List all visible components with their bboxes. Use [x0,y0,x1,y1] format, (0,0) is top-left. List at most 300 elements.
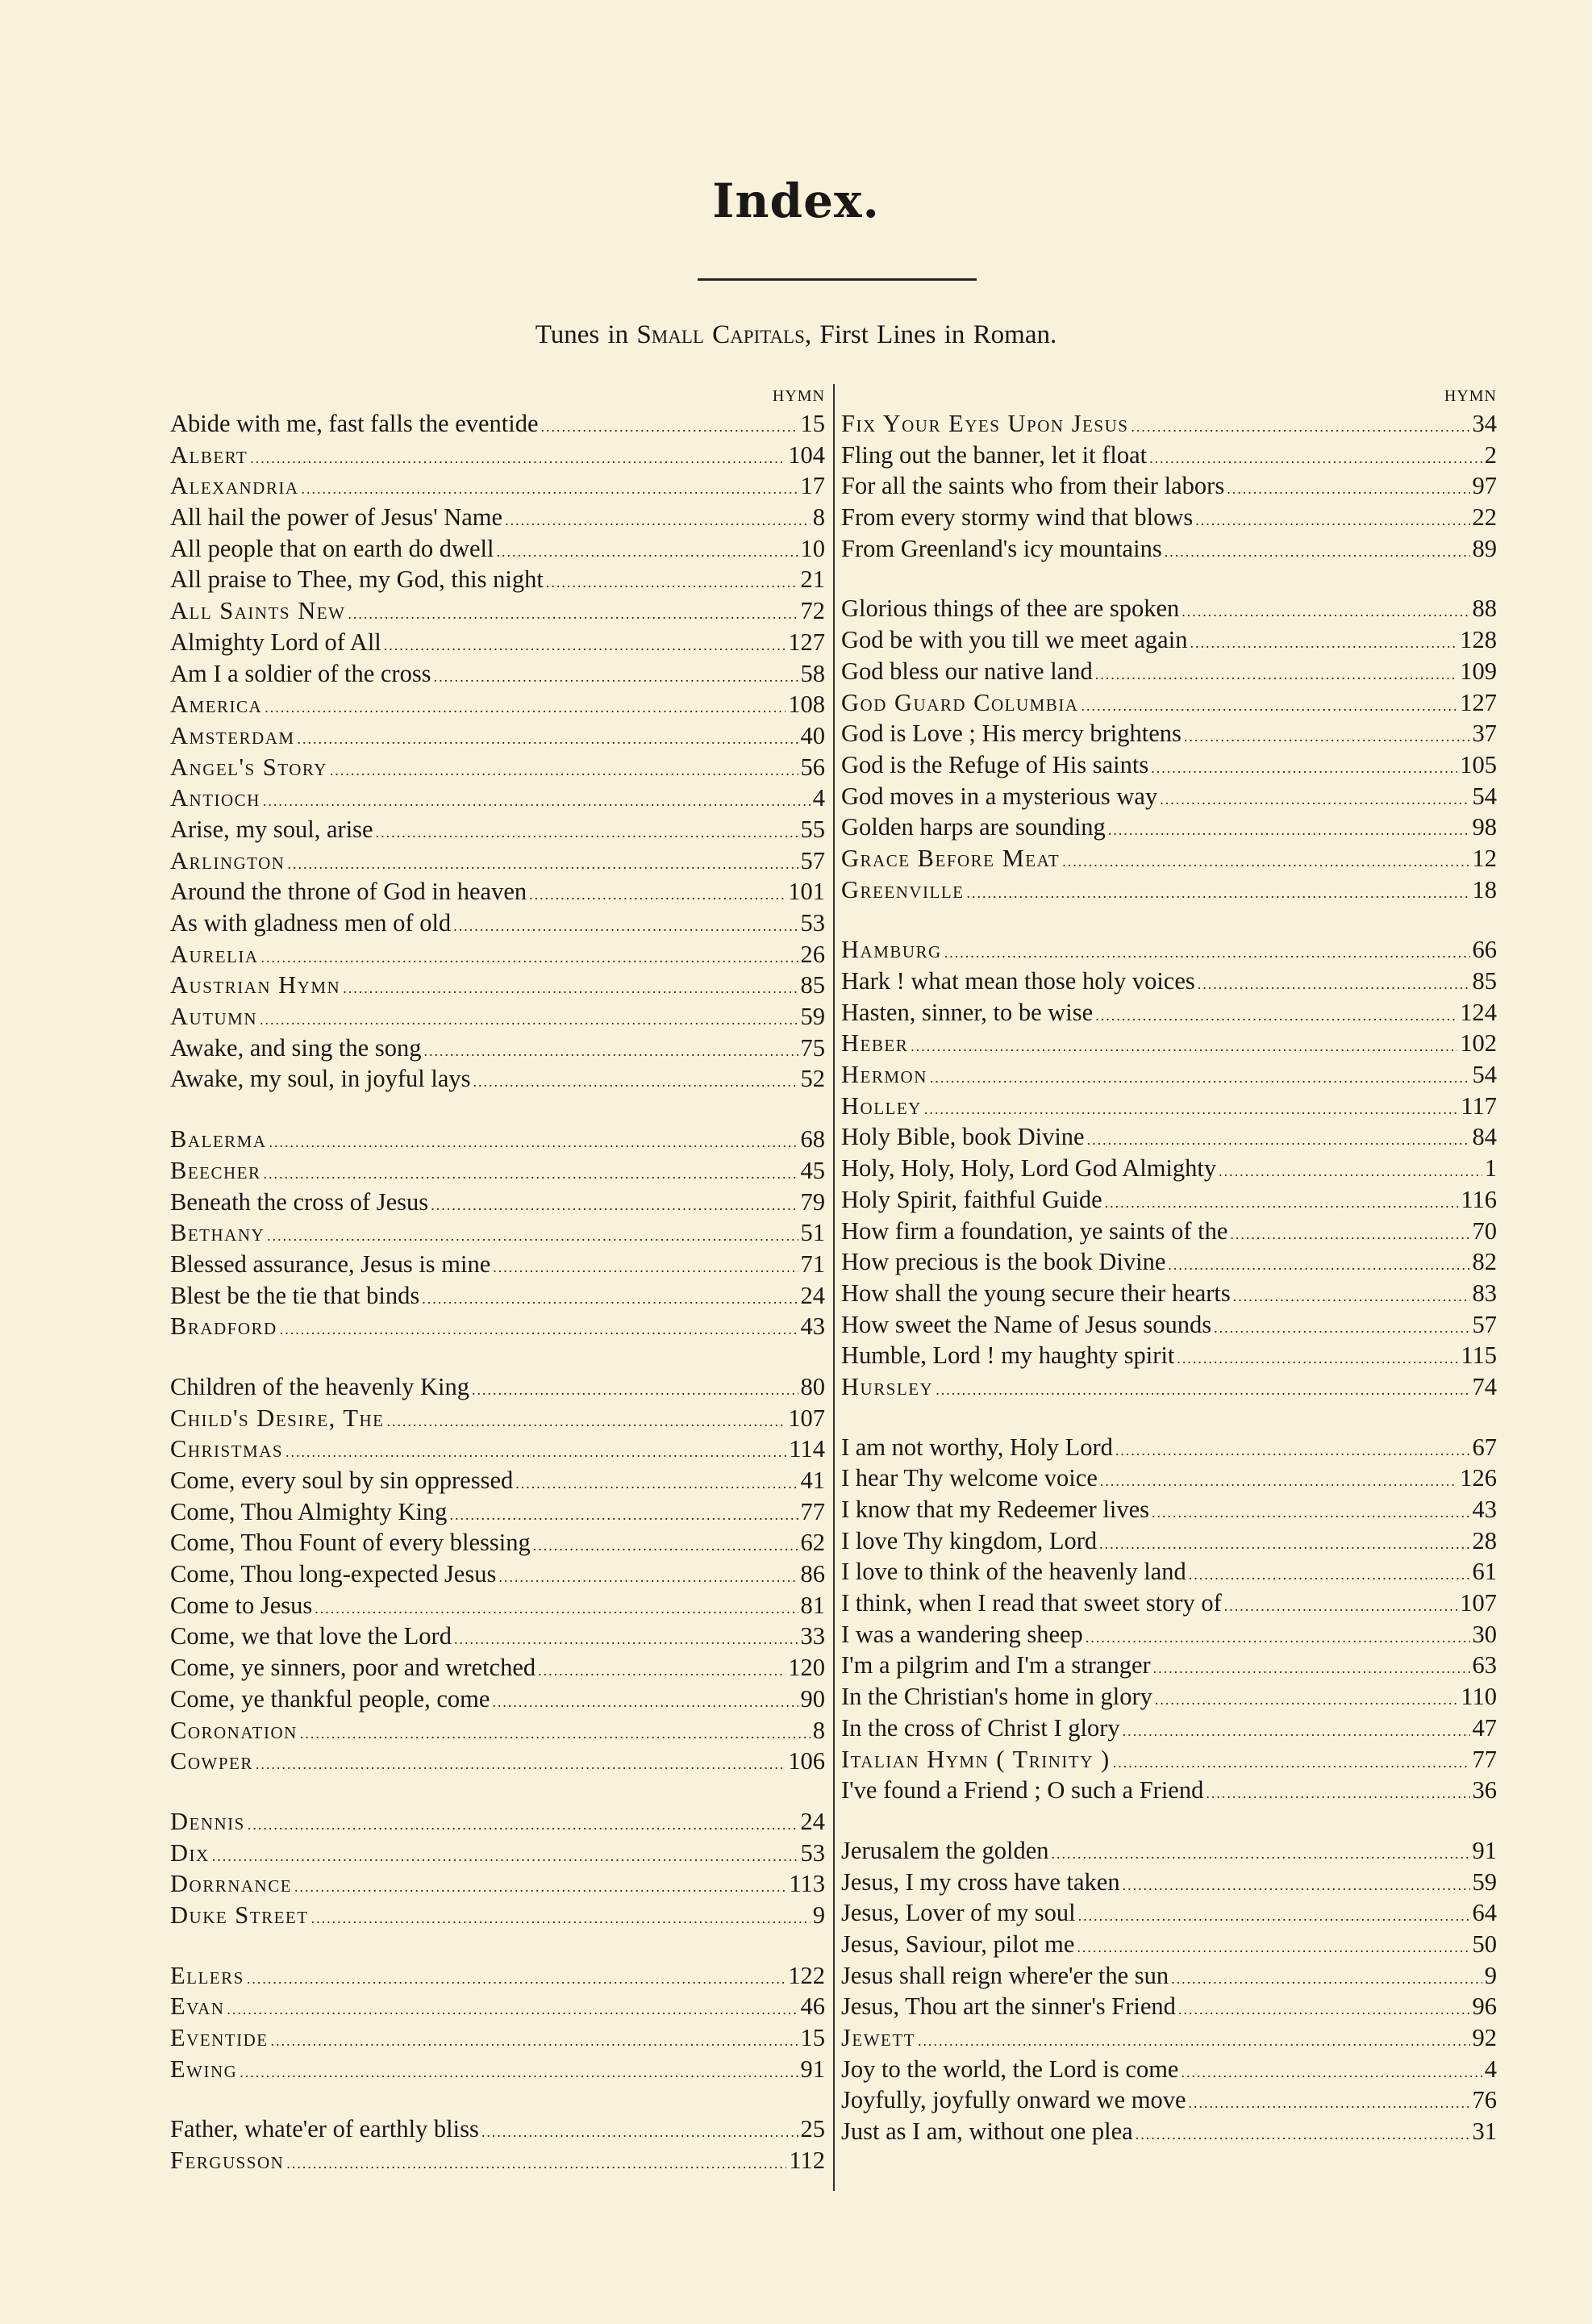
hymn-number: 8 [812,503,825,532]
entry-title: Child's Desire, The [170,1404,385,1432]
index-entry-first-line [170,907,825,939]
hymn-number: 74 [1472,1372,1497,1400]
entry-title: Arise, my soul, arise [170,815,373,843]
hymn-number: 36 [1472,1776,1497,1805]
index-entry-tune [170,1155,825,1187]
hymn-number: 107 [1460,1589,1497,1617]
hymn-number: 98 [1472,813,1497,841]
entry-title: I'm a pilgrim and I'm a stranger [841,1651,1151,1679]
dot-leader [1181,2054,1482,2088]
dot-leader [302,470,798,505]
hymn-number: 62 [800,1529,825,1557]
hymn-number: 47 [1472,1713,1497,1742]
hymn-number: 102 [1460,1029,1497,1058]
index-entry-first-line [170,1033,825,1064]
entry-title: Italian Hymn ( Trinity ) [841,1745,1111,1773]
entry-title: God bless our native land [841,657,1093,685]
entry-title: How precious is the book Divine [841,1248,1166,1276]
entry-title: All people that on earth do dwell [170,534,494,562]
hymn-number: 126 [1460,1464,1497,1492]
index-subtitle [0,320,1592,350]
hymn-number: 71 [800,1250,825,1278]
entry-title: Antioch [170,784,260,812]
hymn-number: 107 [788,1404,825,1432]
dot-leader [1062,843,1469,878]
dot-leader [271,2022,798,2057]
index-entry-first-line [841,1153,1497,1184]
hymn-number: 9 [1484,1961,1497,1989]
index-entry-first-line [170,502,825,533]
hymn-number: 28 [1472,1526,1497,1554]
index-entry-first-line [841,2084,1497,2116]
hymn-number: 110 [1461,1683,1497,1711]
index-entry-first-line [841,470,1497,502]
entry-title: I am not worthy, Holy Lord [841,1433,1113,1461]
entry-title: In the cross of Christ I glory [841,1713,1120,1742]
entry-title: Angel's Story [170,753,327,781]
index-entry-first-line [170,408,825,440]
dot-leader [1160,781,1469,816]
entry-title: Blest be the tie that binds [170,1281,420,1309]
entry-title: For all the saints who from their labors [841,472,1225,500]
entry-title: Bradford [170,1312,277,1341]
entry-title: I think, when I read that sweet story of [841,1589,1222,1617]
entry-title: All Saints New [170,597,346,625]
hymn-number: 58 [800,659,825,687]
dot-leader [269,1124,798,1158]
index-entry-first-line [841,1462,1497,1494]
dot-leader [1181,593,1469,628]
dot-leader [492,1684,798,1718]
dot-leader [1190,624,1457,659]
dot-leader [1206,1775,1469,1809]
hymn-number: 45 [800,1156,825,1184]
hymn-number: 17 [800,472,825,500]
index-entry-tune [841,687,1497,719]
hymn-number: 68 [800,1125,825,1154]
index-entry-first-line [841,1184,1497,1216]
dot-leader [496,533,798,568]
entry-title: I know that my Redeemer lives [841,1496,1149,1523]
index-entry-tune [170,595,825,627]
dot-leader [454,1621,798,1655]
dot-leader [538,1652,786,1687]
index-entry-tune [170,1868,825,1900]
dot-leader [1113,1744,1470,1779]
dot-leader [386,1403,786,1437]
subtitle-small-caps: Small Capitals [636,320,805,349]
entry-title: How firm a foundation, ye saints of the [841,1216,1228,1245]
hymn-number: 75 [800,1033,825,1062]
dot-leader [1131,408,1469,443]
index-entry-first-line [841,1775,1497,1806]
dot-leader [256,1746,786,1780]
dot-leader [505,502,811,536]
subtitle-part-1: Tunes in [535,320,637,349]
index-entry-first-line [170,1527,825,1558]
entry-title: I love to think of the heavenly land [841,1558,1186,1586]
dot-leader [472,1371,798,1406]
index-entry-first-line [841,1309,1497,1341]
hymn-number: 59 [1472,1867,1497,1896]
entry-title: Holy, Holy, Holy, Lord God Almighty [841,1154,1217,1183]
dot-leader [1086,1619,1470,1654]
column-divider [833,384,835,2191]
entry-title: Hursley [841,1372,934,1400]
dot-leader [431,1187,798,1221]
entry-title: America [170,691,263,719]
dot-leader [967,874,1470,909]
index-entry-tune [170,1001,825,1033]
index-entry-first-line [841,1650,1497,1681]
hymn-number: 54 [1472,1061,1497,1089]
hymn-number: 91 [1472,1836,1497,1864]
dot-leader [280,1311,798,1346]
index-entry-first-line [841,966,1497,997]
index-entry-first-line [841,1713,1497,1744]
hymn-number: 127 [1460,688,1497,716]
dot-leader [260,1001,798,1036]
index-entry-tune [841,1744,1497,1775]
index-entry-first-line [170,1280,825,1312]
index-entry-first-line [170,1652,825,1684]
dot-leader [1178,1991,1470,2026]
index-entry-tune [170,1838,825,1869]
entry-title: God is Love ; His mercy brightens [841,720,1181,748]
dot-leader [515,1465,798,1500]
entry-title: Arlington [170,846,285,874]
dot-leader [473,1063,798,1098]
dot-leader [1195,502,1469,536]
index-entry-first-line [841,1991,1497,2022]
index-entry-tune [170,1806,825,1838]
hymn-number: 113 [789,1870,825,1898]
hymn-number: 128 [1460,626,1497,654]
entry-title: God is the Refuge of His saints [841,750,1149,778]
index-entry-first-line [841,1867,1497,1898]
dot-leader [449,1496,798,1531]
hymn-number: 40 [800,721,825,749]
hymn-number: 122 [788,1961,825,1989]
dot-leader [930,1059,1470,1094]
index-entry-first-line [170,814,825,845]
index-entry-first-line [841,1960,1497,1992]
dot-leader [1227,470,1469,505]
entry-title: In the Christian's home in glory [841,1683,1152,1711]
dot-leader [343,970,798,1004]
hymn-number: 51 [800,1219,825,1247]
section-gap [841,1403,1497,1432]
index-entry-tune [841,874,1497,906]
dot-leader [267,1217,798,1252]
entry-title: Come, Thou Almighty King [170,1497,448,1525]
entry-title: God moves in a mysterious way [841,782,1158,810]
hymn-number: 80 [800,1372,825,1400]
index-entry-tune [170,2022,825,2054]
index-entry-first-line [841,781,1497,812]
hymn-number: 117 [1461,1091,1497,1120]
dot-leader [924,1091,1459,1125]
entry-title: I hear Thy welcome voice [841,1464,1098,1492]
section-gap [841,564,1497,593]
entry-title: Coronation [170,1716,298,1744]
entry-title: Almighty Lord of All [170,628,381,656]
index-entry-tune [170,1403,825,1434]
entry-title: All praise to Thee, my God, this night [170,565,544,594]
hymn-number: 91 [800,2055,825,2083]
entry-title: How shall the young secure their hearts [841,1279,1231,1307]
hymn-number: 4 [1484,2055,1497,2083]
index-entry-tune [170,1991,825,2022]
dot-leader [315,1590,798,1625]
entry-title: Balerma [170,1125,267,1154]
hymn-number: 109 [1460,657,1497,685]
dot-leader [212,1838,798,1872]
dot-leader [311,1900,811,1934]
index-entry-tune [170,720,825,752]
index-entry-first-line [841,1340,1497,1371]
hymn-number: 9 [812,1901,825,1929]
hymn-number: 53 [800,909,825,937]
dot-leader [248,1806,798,1841]
hymn-number: 112 [789,2147,825,2175]
hymn-number: 124 [1460,998,1497,1026]
dot-leader [944,934,1470,969]
hymn-number: 88 [1472,595,1497,623]
entry-title: Around the throne of God in heaven [170,878,527,906]
dot-leader [348,595,798,630]
dot-leader [1189,1556,1470,1591]
dot-leader [265,689,786,724]
hymn-number: 53 [800,1838,825,1867]
dot-leader [227,1991,798,2026]
index-entry-tune [841,1091,1497,1122]
index-entry-first-line [170,1371,825,1403]
hymn-number: 83 [1472,1279,1497,1307]
entry-title: Golden harps are sounding [841,813,1106,841]
hymn-number: 55 [800,815,825,843]
hymn-number: 86 [800,1560,825,1588]
dot-leader [1153,1650,1470,1684]
dot-leader [1105,1184,1459,1219]
index-entry-first-line [841,1588,1497,1619]
index-entry-first-line [841,997,1497,1028]
index-entry-first-line [841,1556,1497,1588]
entry-title: Come, Thou Fount of every blessing [170,1529,531,1557]
index-entry-tune [170,1217,825,1249]
entry-title: Amsterdam [170,721,295,749]
index-entry-first-line [170,1249,825,1280]
entry-title: Children of the heavenly King [170,1372,469,1400]
dot-leader [1149,440,1482,474]
dot-leader [911,1028,1457,1062]
hymn-number: 114 [789,1435,825,1463]
entry-title: Heber [841,1029,909,1058]
index-entry-tune [170,1124,825,1155]
hymn-number: 77 [800,1497,825,1525]
hymn-number: 101 [788,878,825,906]
index-entry-first-line [841,1494,1497,1525]
index-entry-first-line [841,1216,1497,1247]
hymn-number: 79 [800,1187,825,1216]
hymn-number: 26 [800,940,825,968]
index-entry-first-line [841,593,1497,624]
entry-title: All hail the power of Jesus' Name [170,503,503,532]
index-entry-first-line [841,1835,1497,1867]
entry-title: Holley [841,1091,922,1120]
hymn-number: 115 [1461,1341,1497,1370]
index-entry-first-line [841,2116,1497,2147]
entry-title: Come, Thou long-expected Jesus [170,1560,497,1588]
index-entry-first-line [170,2113,825,2145]
entry-title: Father, whate'er of earthly bliss [170,2115,479,2143]
hymn-number: 31 [1472,2117,1497,2146]
hymn-number: 34 [1472,410,1497,437]
dot-leader [481,2113,798,2148]
entry-title: Ewing [170,2055,238,2083]
dot-leader [541,408,798,443]
dot-leader [1198,966,1470,1000]
hymn-number: 24 [800,1281,825,1309]
dot-leader [384,627,786,661]
dot-leader [546,564,798,599]
dot-leader [453,907,798,942]
index-entry-first-line [841,812,1497,843]
entry-title: Jesus, Lover of my soul [841,1899,1076,1927]
subtitle-part-3: , First Lines in Roman. [804,320,1057,349]
entry-title: Grace Before Meat [841,844,1061,872]
entry-title: Bethany [170,1219,265,1247]
entry-title: Fix Your Eyes Upon Jesus [841,410,1129,437]
index-entry-tune [841,1371,1497,1403]
dot-leader [261,939,798,974]
dot-leader [1152,1494,1470,1529]
hymn-number: 21 [800,565,825,594]
hymn-number: 41 [800,1467,825,1494]
dot-leader [300,1715,811,1750]
index-entry-tune [841,408,1497,440]
dot-leader [1108,812,1470,846]
hymn-number: 15 [800,410,825,437]
index-entry-first-line [841,533,1497,565]
index-entry-tune [170,689,825,720]
hymn-number: 90 [800,1684,825,1713]
dot-leader [533,1527,798,1562]
index-entry-tune [170,1960,825,1992]
hymn-number: 85 [1472,967,1497,995]
entry-title: Dorrnance [170,1870,293,1898]
hymn-number: 8 [812,1716,825,1744]
hymn-number: 127 [788,628,825,656]
entry-title: Eventide [170,2024,269,2051]
entry-title: Dix [170,1838,210,1867]
dot-leader [330,752,798,786]
entry-title: Blessed assurance, Jesus is mine [170,1250,491,1278]
entry-title: Aurelia [170,940,259,968]
hymn-number: 120 [788,1654,825,1682]
hymn-number: 50 [1472,1930,1497,1958]
section-gap [841,905,1497,934]
dot-leader [1099,1525,1469,1560]
entry-title: Ellers [170,1961,244,1989]
entry-title: How sweet the Name of Jesus sounds [841,1310,1212,1338]
dot-leader [1230,1216,1469,1250]
index-entry-first-line [170,1590,825,1621]
dot-leader [298,720,798,755]
dot-leader [1123,1713,1470,1747]
entry-title: Joyfully, joyfully onward we move [841,2086,1186,2114]
hymn-number: 84 [1472,1123,1497,1151]
index-entry-first-line [841,1432,1497,1463]
index-entry-first-line [841,1681,1497,1713]
hymn-number: 2 [1484,440,1497,469]
entry-title: Jesus, I my cross have taken [841,1867,1120,1896]
page-title: Index. [712,173,880,228]
hymn-number: 76 [1472,2086,1497,2114]
dot-leader [1095,656,1458,691]
entry-title: Christmas [170,1435,284,1463]
index-entry-tune [170,1433,825,1465]
dot-leader [1077,1929,1469,1963]
section-gap [170,1095,825,1124]
index-entry-tune [841,1028,1497,1059]
hymn-number: 57 [1472,1310,1497,1338]
entry-title: Hermon [841,1061,927,1089]
entry-title: Just as I am, without one plea [841,2117,1133,2146]
hymn-number: 105 [1460,750,1497,778]
index-entry-tune [841,1059,1497,1091]
entry-title: Dennis [170,1807,245,1835]
entry-title: Come, ye sinners, poor and wretched [170,1654,536,1682]
entry-title: Jesus, Saviour, pilot me [841,1930,1075,1958]
index-entry-tune [170,2145,825,2176]
section-gap [170,1931,825,1960]
hymn-number: 22 [1472,503,1497,532]
entry-title: Fergusson [170,2147,285,2175]
hymn-number: 106 [788,1747,825,1775]
entry-title: Am I a soldier of the cross [170,659,431,687]
entry-title: Duke Street [170,1901,309,1929]
entry-title: Jesus shall reign where'er the sun [841,1961,1169,1989]
dot-leader [1095,997,1457,1032]
dot-leader [1224,1588,1457,1622]
dot-leader [287,845,798,880]
entry-title: Holy Bible, book Divine [841,1123,1085,1151]
index-entry-tune [170,939,825,970]
entry-title: Alexandria [170,472,299,500]
dot-leader [1151,749,1457,784]
dot-leader [247,1960,786,1995]
index-entry-tune [170,470,825,502]
dot-leader [1168,1246,1469,1281]
dot-leader [376,814,798,849]
hymn-number: 89 [1472,534,1497,562]
hymn-number: 43 [800,1312,825,1341]
index-column-left [170,384,825,2191]
hymn-number: 37 [1472,720,1497,748]
hymn-number: 63 [1472,1651,1497,1679]
index-entry-first-line [170,533,825,565]
section-gap [170,2084,825,2113]
entry-title: Greenville [841,875,965,903]
hymn-number: 25 [800,2115,825,2143]
dot-leader [1081,687,1457,722]
index-entry-first-line [170,658,825,690]
index-entry-first-line [841,1278,1497,1309]
dot-leader [294,1868,786,1903]
index-entry-tune [170,2054,825,2085]
entry-title: Come, ye thankful people, come [170,1684,490,1713]
